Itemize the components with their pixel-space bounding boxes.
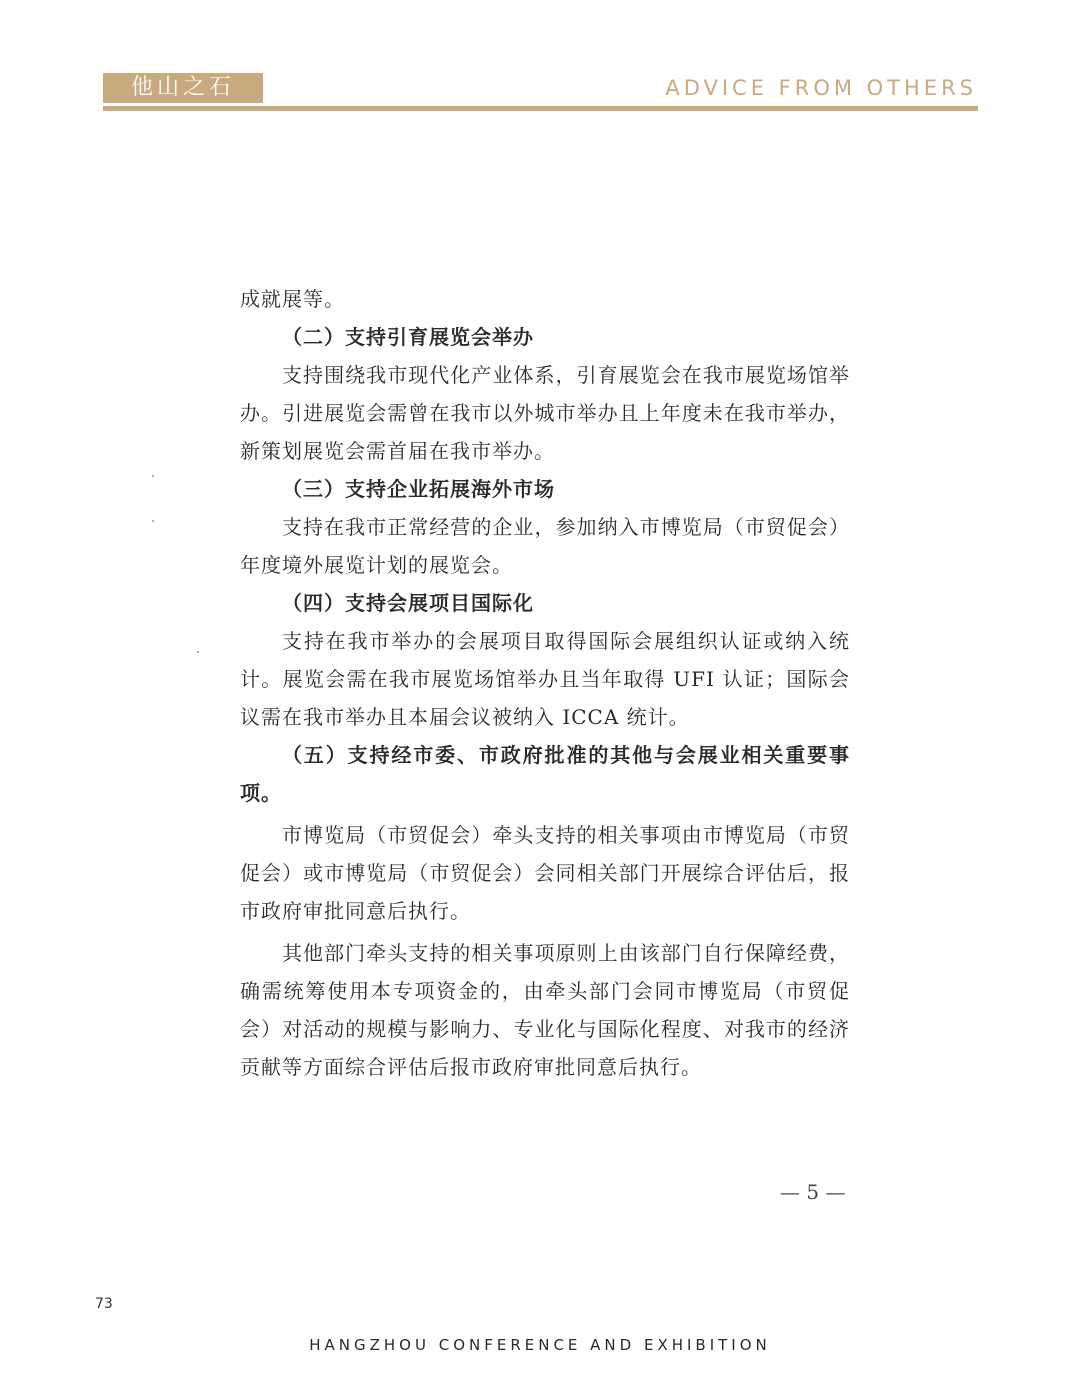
document-page-number: — 5 — bbox=[780, 1180, 846, 1204]
paragraph-continuation: 成就展等。 bbox=[240, 287, 345, 311]
paragraph: 支持在我市举办的会展项目取得国际会展组织认证或纳入统计。展览会需在我市展览场馆举办且当年取得 UFI 认证；国际会议需在我市举办且本届会议被纳入 ICCA 统计。 bbox=[240, 629, 850, 729]
scan-speck bbox=[197, 651, 199, 653]
paragraph: 其他部门牵头支持的相关事项原则上由该部门自行保障经费，确需统筹使用本专项资金的，由牵头部门会同市博览局（市贸促会）对活动的规模与影响力、专业化与国际化程度、对我市的经济贡献等方面综合评估后报市政府审批同意后执行。 bbox=[240, 941, 850, 1079]
scan-speck bbox=[152, 475, 154, 477]
paragraph: 支持在我市正常经营的企业，参加纳入市博览局（市贸促会）年度境外展览计划的展览会。 bbox=[240, 515, 850, 577]
section-title-cn: 他山之石 bbox=[131, 75, 236, 100]
section-title-en: ADVICE FROM OTHERS bbox=[665, 76, 977, 100]
footer-title: HANGZHOU CONFERENCE AND EXHIBITION bbox=[309, 1336, 771, 1354]
section-tab bbox=[103, 73, 263, 103]
section-heading-4: （四）支持会展项目国际化 bbox=[282, 591, 534, 615]
paragraph: 支持围绕我市现代化产业体系，引育展览会在我市展览场馆举办。引进展览会需曾在我市以外城市举办且上年度未在我市举办，新策划展览会需首届在我市举办。 bbox=[240, 363, 850, 463]
scan-speck bbox=[152, 520, 154, 522]
page-number: 73 bbox=[95, 1296, 113, 1312]
paragraph: 市博览局（市贸促会）牵头支持的相关事项由市博览局（市贸促会）或市博览局（市贸促会）会同相关部门开展综合评估后，报市政府审批同意后执行。 bbox=[240, 823, 850, 923]
section-heading-3: （三）支持企业拓展海外市场 bbox=[282, 477, 555, 501]
section-heading-2: （二）支持引育展览会举办 bbox=[282, 325, 534, 349]
section-heading-5: （五）支持经市委、市政府批准的其他与会展业相关重要事项。 bbox=[240, 743, 850, 805]
header-divider bbox=[103, 106, 978, 111]
document-body bbox=[240, 280, 850, 1086]
